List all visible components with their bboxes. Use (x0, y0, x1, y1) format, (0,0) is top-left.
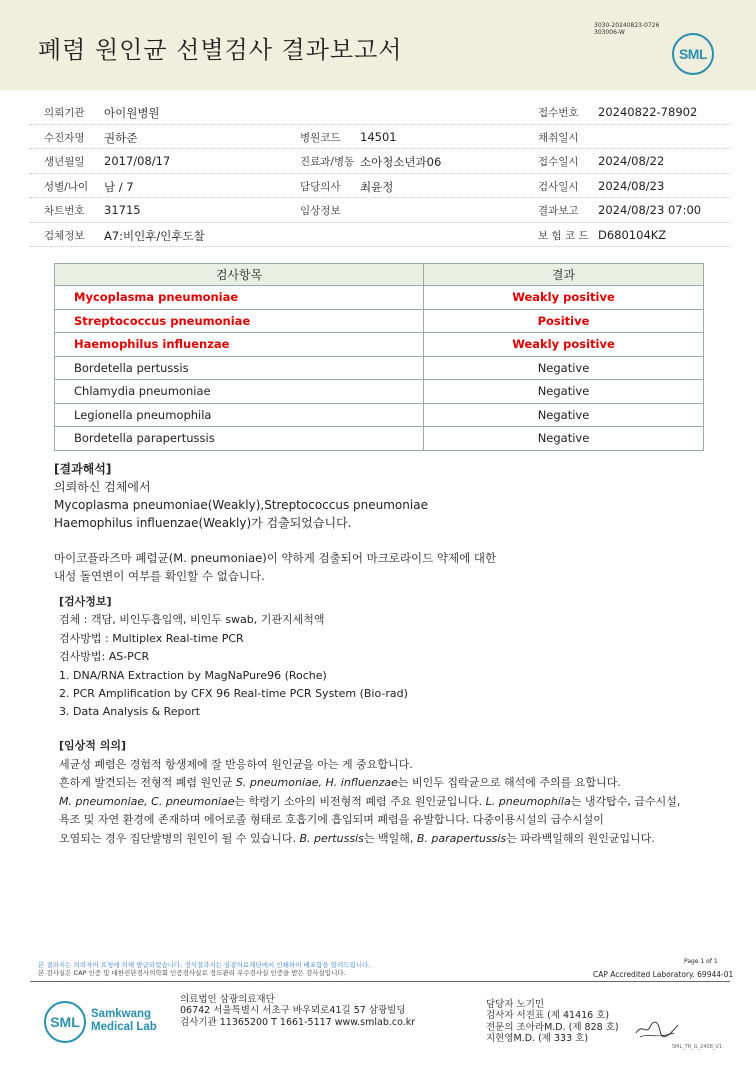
sex-age-value: 남 / 7 (104, 179, 134, 194)
test-item: Bordetella parapertussis (55, 427, 424, 451)
receipt-no-value: 20240822-78902 (598, 105, 698, 119)
clinical-line: 욕조 및 자연 환경에 존재하며 에어로졸 형태로 호흡기에 흡입되며 폐렴을 유발합니다. 다중이용시설의 급수시설이 (59, 813, 604, 826)
text-span: 는 비인두 집락균으로 해석에 주의를 요합니다. (397, 776, 621, 789)
info-row (30, 223, 730, 248)
report-code-1: 3030-20240823-0726 (594, 22, 660, 29)
specimen-value: A7:비인후/인후도찰 (104, 228, 205, 243)
receipt-no-label: 접수번호 (538, 107, 579, 119)
text-span: 는 파라백일해의 원인균입니다. (506, 831, 655, 845)
interpretation-line: 마이코플라즈마 폐렴균(M. pneumoniae)이 약하게 검출되어 마크로라이드 약제에 대한 (54, 551, 497, 565)
table-row (55, 403, 704, 427)
interpretation-line: 의뢰하신 검체에서 (54, 480, 151, 494)
hospital-code-value: 14501 (360, 129, 397, 144)
exam-info-line: 검사방법: AS-PCR (59, 650, 150, 664)
chart-value: 31715 (104, 203, 141, 217)
footer-company-name (91, 1008, 157, 1034)
sex-age-label: 성별/나이 (44, 180, 89, 193)
staff-line: 전문의 조아라M.D. (제 828 호) (486, 1021, 619, 1033)
company-name-line: Medical Lab (91, 1021, 157, 1033)
interpretation-section (54, 460, 428, 532)
text-span: 오염되는 경우 집단발병의 원인이 될 수 있습니다. (59, 831, 300, 845)
test-item: Haemophilus influenzae (55, 333, 424, 357)
text-span: 흔하게 발견되는 전형적 폐렴 원인균 (59, 776, 236, 789)
test-result: Weakly positive (424, 286, 704, 310)
birth-label: 생년월일 (44, 156, 85, 168)
exam-info-line: 2. PCR Amplification by CFX 96 Real-time PCR System (Bio-rad) (59, 687, 408, 701)
species-name: B. pertussis (299, 831, 364, 845)
table-row (55, 286, 704, 310)
institution-value: 아이원병원 (104, 106, 160, 120)
exam-info-line: 1. DNA/RNA Extraction by MagNaPure96 (Roche) (59, 668, 327, 682)
exam-info-line: 검체 : 객담, 비인두흡입액, 비인두 swab, 기관지세척액 (59, 613, 325, 627)
disclaimer-line-2: 본 검사실은 CAP 인증 및 대한진단검사의학회 인증검사실로 정도관리 우수검사실 인증을 받은 검사실입니다. (38, 969, 346, 977)
department-label: 진료과/병동 (300, 156, 355, 168)
test-item: Legionella pneumophila (55, 403, 424, 427)
company-name-line: Samkwang (91, 1008, 152, 1020)
test-result: Weakly positive (424, 333, 704, 357)
doctor-value: 최윤정 (360, 179, 394, 194)
chart-label: 차트번호 (44, 205, 85, 217)
clinical-significance-section (59, 737, 680, 848)
test-result: Negative (424, 380, 704, 404)
clinical-line (59, 793, 680, 812)
table-row (55, 356, 704, 380)
exam-info-line: 3. Data Analysis & Report (59, 705, 201, 719)
clinical-line (59, 830, 680, 849)
receipt-date-value: 2024/08/22 (598, 154, 665, 168)
clinical-line (59, 774, 680, 793)
info-row (30, 100, 730, 125)
table-row (55, 309, 704, 333)
info-row (30, 198, 730, 223)
test-result: Positive (424, 309, 704, 333)
table-row (55, 333, 704, 357)
species-name: B. parapertussis (416, 831, 507, 845)
species-name: S. pneumoniae, H. influenzae (235, 776, 398, 789)
interpretation-note (54, 549, 496, 585)
interpretation-line: Haemophilus influenzae(Weakly)가 검출되었습니다. (54, 516, 352, 530)
species-name: L. pneumophila (485, 794, 571, 808)
clinical-label: 임상정보 (300, 205, 341, 217)
specimen-label: 검체정보 (44, 229, 85, 242)
clinical-line: 세균성 폐렴은 경험적 항생제에 잘 반응하여 원인균을 아는 게 중요합니다. (59, 757, 413, 771)
header-item: 검사항목 (55, 264, 424, 286)
form-code: SML_TR_G_2408_V1 (672, 1044, 723, 1050)
test-item: Chlamydia pneumoniae (55, 380, 424, 404)
header-result: 결과 (424, 264, 704, 286)
info-row (30, 149, 730, 174)
staff-line: 검사자 서진표 (제 41416 호) (486, 1010, 610, 1022)
report-code-2: 303006-W (594, 29, 625, 36)
report-label: 결과보고 (538, 205, 579, 217)
page-number: Page 1 of 1 (684, 958, 718, 965)
exam-info-section (59, 593, 408, 722)
test-result: Negative (424, 403, 704, 427)
contact: 검사기관 11365200 T 1661-5117 www.smlab.co.kr (180, 1016, 416, 1028)
patient-value: 권하준 (104, 130, 138, 145)
test-date-label: 검사일시 (538, 180, 579, 193)
text-span: 는 냉각탑수, 급수시설, (570, 794, 681, 808)
doctor-label: 담당의사 (300, 180, 341, 193)
interpretation-line: 내성 돌연변이 여부를 확인할 수 없습니다. (54, 569, 265, 583)
footer-sml-logo: SML (44, 1001, 86, 1043)
text-span: 는 학령기 소아의 비전형적 폐렴 주요 원인균입니다. (234, 794, 486, 808)
institution-label: 의뢰기관 (44, 107, 85, 119)
table-row (55, 427, 704, 451)
department-value: 소아청소년과06 (360, 155, 442, 169)
birth-value: 2017/08/17 (104, 154, 171, 168)
footer-address (180, 994, 415, 1028)
test-result: Negative (424, 427, 704, 451)
test-item: Bordetella pertussis (55, 356, 424, 380)
receipt-date-label: 접수일시 (538, 156, 579, 168)
sml-logo: SML (672, 33, 714, 75)
exam-info-line: 검사방법 : Multiplex Real-time PCR (59, 631, 244, 645)
insurance-label: 보 험 코 드 (538, 229, 589, 242)
footer-staff (486, 999, 619, 1044)
report-value: 2024/08/23 07:00 (598, 203, 702, 217)
results-header-row (55, 264, 704, 286)
org-name: 의료법인 삼광의료재단 (180, 994, 275, 1005)
staff-line: 지현영M.D. (제 333 호) (486, 1032, 589, 1044)
report-header (0, 0, 756, 90)
disclaimer-line-1: 본 결과지는 의뢰자의 요청에 의해 발급되었습니다. 정식결과지는 삼광의료재단에서 인쇄하여 배포함을 알려드립니다. (38, 961, 371, 969)
results-table (54, 263, 704, 451)
test-date-value: 2024/08/23 (598, 178, 665, 193)
address: 06742 서울특별시 서초구 바우뫼로41길 57 삼광빌딩 (180, 1005, 406, 1017)
interpretation-title: [결과해석] (54, 462, 112, 476)
patient-info (30, 100, 730, 247)
table-row (55, 380, 704, 404)
report-title: 폐렴 원인균 선별검사 결과보고서 (38, 36, 403, 64)
staff-line: 담당자 노기민 (486, 999, 545, 1010)
test-item: Mycoplasma pneumoniae (55, 286, 424, 310)
disclaimer (38, 961, 458, 977)
patient-label: 수진자명 (44, 131, 85, 144)
clinical-title: [임상적 의의] (59, 739, 127, 752)
hospital-code-label: 병원코드 (300, 131, 341, 144)
signature (634, 1015, 680, 1043)
info-row (30, 174, 730, 199)
test-item: Streptococcus pneumoniae (55, 309, 424, 333)
insurance-value: D680104KZ (598, 227, 667, 242)
interpretation-line: Mycoplasma pneumoniae(Weakly),Streptococcus pneumoniae (54, 498, 428, 512)
species-name: M. pneumoniae, C. pneumoniae (59, 794, 235, 808)
text-span: 는 백일해, (363, 831, 417, 845)
cap-accreditation: CAP Accredited Laboratory. 69944-01 (593, 970, 734, 979)
report-codes (594, 22, 659, 36)
footer-divider (30, 981, 730, 982)
info-row (30, 125, 730, 150)
test-result: Negative (424, 356, 704, 380)
exam-info-title: [검사정보] (59, 595, 112, 608)
collection-label: 채취일시 (538, 131, 579, 144)
